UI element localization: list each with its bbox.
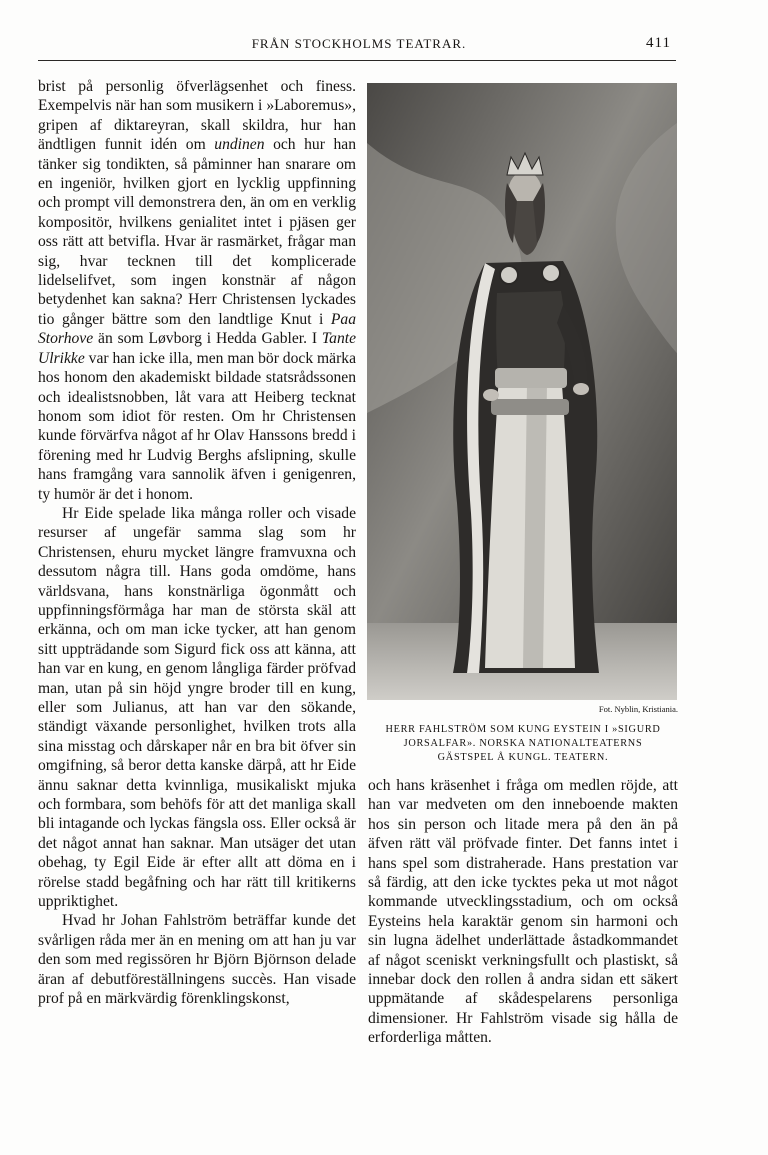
header-rule: [38, 60, 676, 61]
portrait-photograph: [367, 83, 677, 700]
hand-right: [573, 383, 589, 395]
text-run: brist på personlig öfverlägsenhet och finess. Exempelvis när han som musikern i »Laboremus», gripen af diktareyran, skall skildra, hur han ändtligen funnit idén om: [38, 78, 356, 154]
text-run: var han icke illa, men man bör dock märka hos honom den akademiskt bildade statsrådssonen och idealistsnobben, låt vara att Heiberg tecknat honom som idiot för resten. Om hr Christensen kunde förvärfva något af hr Olav Hanssons bredd i förening med hr Ludvig Berghs afslipning, skulle hans framgång vara sannolik äfven i genigenren, ty humör är det i honom.: [38, 349, 356, 503]
robe-shadow: [523, 383, 547, 668]
italic-title-paa-storhove: Paa Storhove: [38, 310, 356, 348]
text-run: än som Løvborg i Hedda Gabler. I: [93, 330, 322, 348]
left-column: [38, 77, 356, 1009]
caption-line: GÄSTSPEL Å KUNGL. TEATERN.: [437, 752, 609, 763]
running-header: FRÅN STOCKHOLMS TEATRAR.: [251, 36, 467, 51]
figure-caption: [366, 723, 680, 765]
belt: [495, 368, 567, 388]
portrait-illustration: [367, 83, 677, 700]
italic-title-undinen: undinen: [214, 136, 265, 154]
paragraph-1: [38, 77, 356, 504]
paragraph-3: Hvad hr Johan Fahlström beträffar kunde det svårligen råda mer än en mening om att han ju var den som med regissören hr Björn Björnson delade äran af debutföreställningens succès. Han visade prof på en märkvärdig förenklingskonst,: [38, 912, 356, 1008]
brooch-right: [542, 264, 560, 282]
photo-credit: Fot. Nyblin, Kristiania.: [598, 704, 678, 714]
page-number: 411: [646, 35, 671, 51]
text-run: och hur han tänker sig tondikten, så påminner han snarare om en ingeniör, hvilken gjort en lycklig uppfinning och prompt vill demonstrera den, än om en verklig kompositör, hvilkens genialitet intet i pjäsen ger oss rätt att betvifla. Hvar är rasmärket, frågar man sig, hvar tecknen till det komplicerade lidelselifvet, som ingen konstnär af någon betydenhet kan sakna? Herr Christensen lyckades tio gånger bättre som den landtlige Knut i: [38, 136, 356, 328]
hand-left: [483, 389, 499, 401]
belt-lower: [491, 399, 569, 415]
caption-line: HERR FAHLSTRÖM SOM KUNG EYSTEIN I »SIGURD: [385, 724, 661, 735]
right-column: [368, 776, 678, 1048]
italic-title-tante-ulrikke: Tante Ulrikke: [38, 330, 356, 367]
paragraph-2: Hr Eide spelade lika många roller och visade resurser af ungefär samma slag som hr Christensen, ehuru mycket längre framvuxna och dessutom några till. Hans goda omdöme, hans världsvana, hans konstnärliga ögonmått och uppfinningsförmåga har man de största skäl att erkänna, och om man icke tycker, att han genom sitt uppträdande som Sigurd fick oss att känna, att han var en kung, en genom långliga färder pröfvad man, utan på sin höjd yngre broder till en kung, eller som Julianus, att han var den sökande, ständigt växande personlighet, hvilken trots alla sina misstag och dårskaper når en bra bit öfver sin omgifning, så beror detta kanske därpå, att hr Eide ännu saknar detta kvinnliga, musikaliskt mjuka och formbara, som behöfs för att det manliga skall bli intagande och lyckas fängsla oss. Eller också är det något annat han saknar. Man utsäger det utan obehag, ty Egil Eide är efter allt att döma en i rörelse stadd begåfning och har rätt till kritikerns uppriktighet.: [38, 504, 356, 911]
brooch-left: [500, 266, 518, 284]
paragraph-continuation: och hans kräsenhet i fråga om medlen röjde, att han var medveten om den inneboende makten hos sin person och litade mera på den än på äfven rätt väl pröfvade finter. Det fanns intet i hans spel som distraherade. Hans prestation var så färdig, att den icke tycktes peka ut mot något kommande utvecklingsstadium, och om också Eysteins hela karaktär genom sin harmoni och sin lugna ädelhet underlättade åstadkommandet af något sceniskt verkningsfullt och plastiskt, så innebar dock den rollen å andra sidan ett säkert uppmätande af skådespelarens personliga dimensioner. Hr Fahlström visade sig hålla de erforderliga måtten.: [368, 777, 678, 1047]
caption-line: JORSALFAR». NORSKA NATIONALTEATERNS: [403, 738, 643, 749]
